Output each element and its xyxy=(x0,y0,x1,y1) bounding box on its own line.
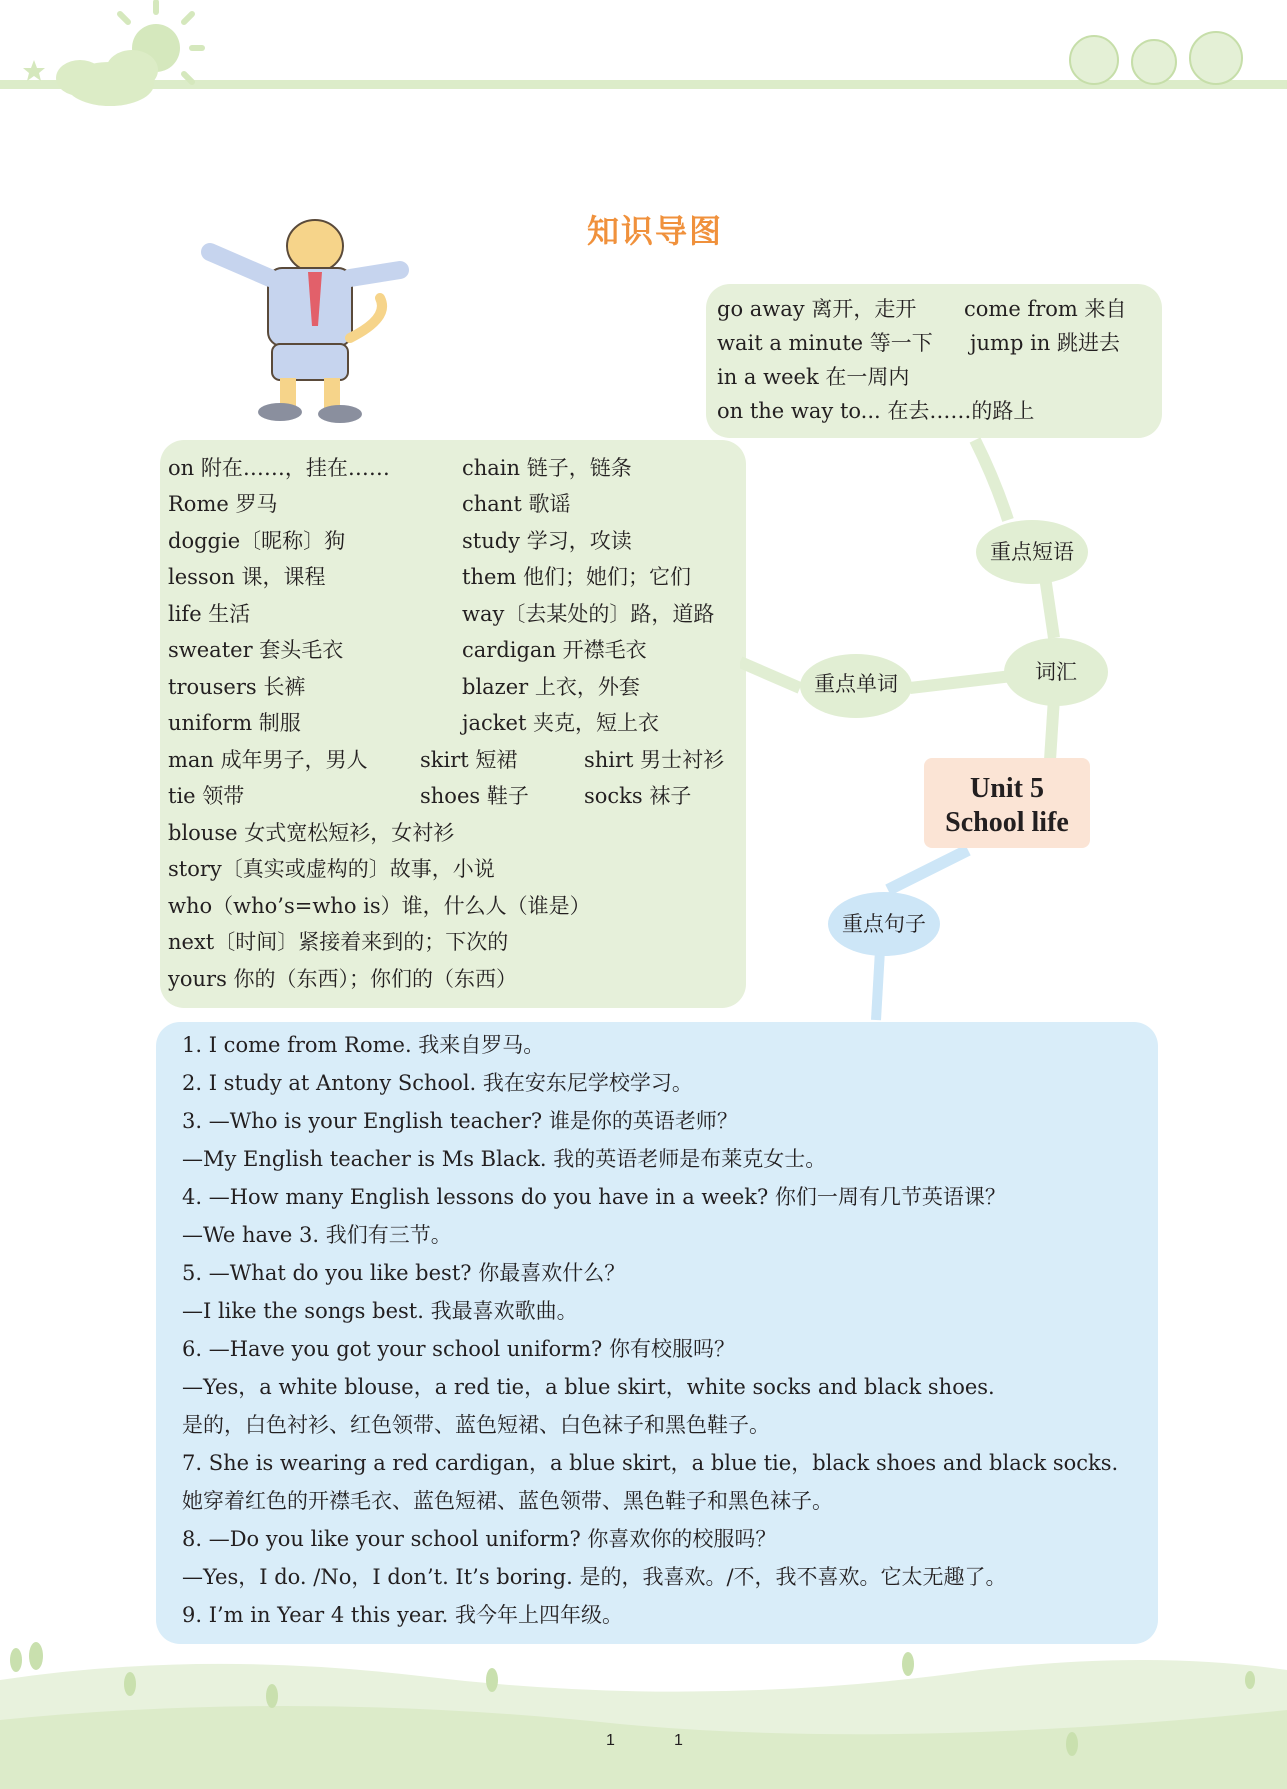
sentence-line: 9. I’m in Year 4 this year. 我今年上四年级。 xyxy=(182,1603,623,1627)
word-item: uniform 制服 xyxy=(168,711,301,735)
phrase-item: in a week 在一周内 xyxy=(717,365,910,389)
cat-face-icon xyxy=(1070,36,1118,84)
sentence-line: —My English teacher is Ms Black. 我的英语老师是布莱克女士。 xyxy=(182,1147,827,1171)
word-item: jacket 夹克，短上衣 xyxy=(462,711,660,735)
mindmap-key-phrases-label: 重点短语 xyxy=(990,540,1074,564)
word-item: cardigan 开襟毛衣 xyxy=(462,638,647,662)
sentence-line: 3. —Who is your English teacher? 谁是你的英语老师？ xyxy=(182,1109,738,1133)
word-item: doggie〔昵称〕狗 xyxy=(168,529,346,553)
word-item: on 附在……，挂在…… xyxy=(168,456,390,480)
mindmap-connectors xyxy=(740,430,1140,1030)
sun-cloud-decoration xyxy=(0,0,220,115)
sentence-line: 4. —How many English lessons do you have in a week? 你们一周有几节英语课？ xyxy=(182,1185,1006,1209)
word-item: study 学习，攻读 xyxy=(462,529,632,553)
word-item: them 他们；她们；它们 xyxy=(462,565,691,589)
mindmap-vocabulary-label: 词汇 xyxy=(1035,660,1077,684)
unit-title-box xyxy=(924,758,1090,848)
word-item: lesson 课，课程 xyxy=(168,565,326,589)
animal-faces-decoration xyxy=(1060,20,1260,88)
word-item: who（who’s=who is）谁，什么人（谁是） xyxy=(168,894,591,918)
phrase-item: wait a minute 等一下 xyxy=(717,331,933,355)
word-item: yours 你的（东西）；你们的（东西） xyxy=(168,967,518,991)
word-item: chant 歌谣 xyxy=(462,492,571,516)
sentence-line: —Yes，I do. /No，I don’t. It’s boring. 是的，我喜欢。/不，我不喜欢。它太无趣了。 xyxy=(182,1565,1007,1589)
word-item: trousers 长裤 xyxy=(168,675,306,699)
word-item: way〔去某处的〕路，道路 xyxy=(462,602,715,626)
word-item: shoes 鞋子 xyxy=(420,784,529,808)
unit-name: School life xyxy=(945,807,1069,838)
sentence-line: 她穿着红色的开襟毛衣、蓝色短裙、蓝色领带、黑色鞋子和黑色袜子。 xyxy=(182,1489,833,1513)
page-number: 1 xyxy=(674,1732,683,1749)
mindmap-key-words-label: 重点单词 xyxy=(814,672,898,696)
sentence-line: —Yes，a white blouse，a red tie，a blue skirt，white socks and black shoes. xyxy=(182,1375,995,1399)
sentence-line: 是的，白色衬衫、红色领带、蓝色短裙、白色袜子和黑色鞋子。 xyxy=(182,1413,770,1437)
sentence-line: 2. I study at Antony School. 我在安东尼学校学习。 xyxy=(182,1071,693,1095)
phrase-item: come from 来自 xyxy=(964,297,1127,321)
mindmap-key-sentences-label: 重点句子 xyxy=(842,912,926,936)
word-item: blazer 上衣，外套 xyxy=(462,675,640,699)
phrase-item: go away 离开，走开 xyxy=(717,297,917,321)
pig-face-icon xyxy=(1190,32,1242,84)
star-icon xyxy=(23,60,45,81)
tiger-cartoon-illustration xyxy=(200,208,430,430)
sentence-line: 6. —Have you got your school uniform? 你有校服吗？ xyxy=(182,1337,735,1361)
word-item: story〔真实或虚构的〕故事，小说 xyxy=(168,857,495,881)
page-title: 知识导图 xyxy=(586,212,723,250)
bear-face-icon xyxy=(1132,40,1176,84)
sentence-line: 5. —What do you like best? 你最喜欢什么？ xyxy=(182,1261,626,1285)
word-item: blouse 女式宽松短衫，女衬衫 xyxy=(168,821,455,845)
unit-number: Unit 5 xyxy=(970,773,1044,804)
word-item: next〔时间〕紧接着来到的；下次的 xyxy=(168,930,509,954)
phrase-item: jump in 跳进去 xyxy=(970,331,1120,355)
word-item: sweater 套头毛衣 xyxy=(168,638,344,662)
page-number: 1 xyxy=(606,1732,615,1749)
word-item: tie 领带 xyxy=(168,784,245,808)
grass-hills-decoration xyxy=(0,1640,1287,1789)
word-item: life 生活 xyxy=(168,602,251,626)
sentence-line: 7. She is wearing a red cardigan，a blue skirt，a blue tie，black shoes and black socks. xyxy=(182,1451,1119,1475)
sentence-line: 1. I come from Rome. 我来自罗马。 xyxy=(182,1033,545,1057)
sentence-line: —We have 3. 我们有三节。 xyxy=(182,1223,452,1247)
phrase-item: on the way to... 在去……的路上 xyxy=(717,399,1035,423)
cloud-icon xyxy=(56,50,158,106)
sentence-line: 8. —Do you like your school uniform? 你喜欢你的校服吗？ xyxy=(182,1527,777,1551)
word-item: man 成年男子，男人 xyxy=(168,748,368,772)
word-item: shirt 男士衬衫 xyxy=(584,748,725,772)
word-item: socks 袜子 xyxy=(584,784,692,808)
word-item: skirt 短裙 xyxy=(420,748,518,772)
word-item: Rome 罗马 xyxy=(168,492,278,516)
word-item: chain 链子，链条 xyxy=(462,456,632,480)
sentence-line: —I like the songs best. 我最喜欢歌曲。 xyxy=(182,1299,578,1323)
